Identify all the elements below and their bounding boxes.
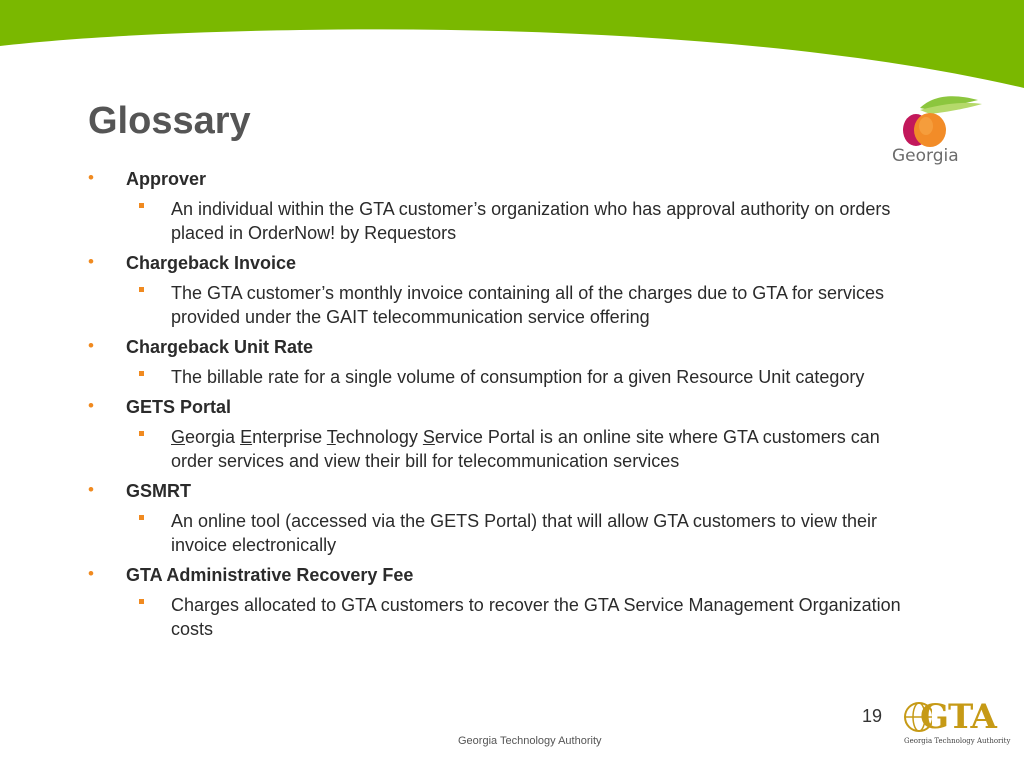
slide-title: Glossary	[88, 100, 251, 142]
bullet-icon: •	[88, 336, 94, 355]
definition-fragment: eorgia	[185, 427, 241, 447]
term-definition	[126, 425, 926, 473]
square-bullet-icon	[139, 371, 144, 376]
glossary-term	[86, 251, 926, 329]
gta-logo	[902, 697, 1011, 751]
definition-fragment: echnology	[335, 427, 423, 447]
acronym-letter: T	[326, 427, 336, 447]
term-name: GETS Portal	[126, 397, 232, 417]
bullet-icon: •	[88, 396, 94, 415]
footer-text: Georgia Technology Authority	[458, 735, 602, 747]
acronym-letter: E	[240, 427, 253, 447]
term-definition	[126, 281, 926, 329]
bullet-icon: •	[88, 252, 94, 271]
bullet-icon: •	[88, 564, 94, 583]
gta-logo-subtitle: Georgia Technology Authority	[904, 737, 1011, 745]
header-swoosh	[0, 0, 1024, 100]
term-definition	[126, 197, 926, 245]
definition-fragment: ervice Portal is an online site where GTA customers can order services and view their bill for telecommunication services	[171, 427, 880, 471]
definition-text: The GTA customer’s monthly invoice containing all of the charges due to GTA for services provided under the GAIT telecommunication service offering	[171, 283, 885, 327]
gta-logo-letters: GTA	[920, 697, 996, 737]
glossary-term	[86, 563, 926, 641]
square-bullet-icon	[139, 287, 144, 292]
peach-icon	[890, 92, 986, 148]
term-name: GSMRT	[126, 481, 191, 501]
square-bullet-icon	[139, 515, 144, 520]
definition-text: Charges allocated to GTA customers to recover the GTA Service Management Organization costs	[171, 595, 901, 639]
acronym-letter: S	[422, 427, 435, 447]
definition-fragment: nterprise	[252, 427, 327, 447]
glossary-term	[86, 395, 926, 473]
slide-number: 19	[862, 706, 883, 726]
glossary-term	[86, 479, 926, 557]
georgia-logo-text: Georgia	[892, 146, 959, 166]
definition-text: The billable rate for a single volume of consumption for a given Resource Unit category	[171, 367, 865, 387]
term-definition	[126, 365, 926, 389]
bullet-icon: •	[88, 480, 94, 499]
square-bullet-icon	[139, 599, 144, 604]
definition-text	[171, 425, 926, 473]
square-bullet-icon	[139, 203, 144, 208]
glossary-term	[86, 335, 926, 389]
term-name: GTA Administrative Recovery Fee	[126, 565, 414, 585]
term-definition	[126, 593, 926, 641]
glossary-list	[86, 167, 926, 641]
glossary-term	[86, 167, 926, 245]
term-name: Chargeback Unit Rate	[126, 337, 314, 357]
term-name: Approver	[126, 169, 207, 189]
term-name: Chargeback Invoice	[126, 253, 297, 273]
georgia-logo	[890, 92, 986, 172]
square-bullet-icon	[139, 431, 144, 436]
definition-text: An online tool (accessed via the GETS Portal) that will allow GTA customers to view their invoice electronically	[171, 511, 877, 555]
acronym-letter: G	[171, 427, 186, 447]
definition-text: An individual within the GTA customer’s organization who has approval authority on orders placed in OrderNow! by Requestors	[171, 199, 891, 243]
term-definition	[126, 509, 926, 557]
bullet-icon: •	[88, 168, 94, 187]
